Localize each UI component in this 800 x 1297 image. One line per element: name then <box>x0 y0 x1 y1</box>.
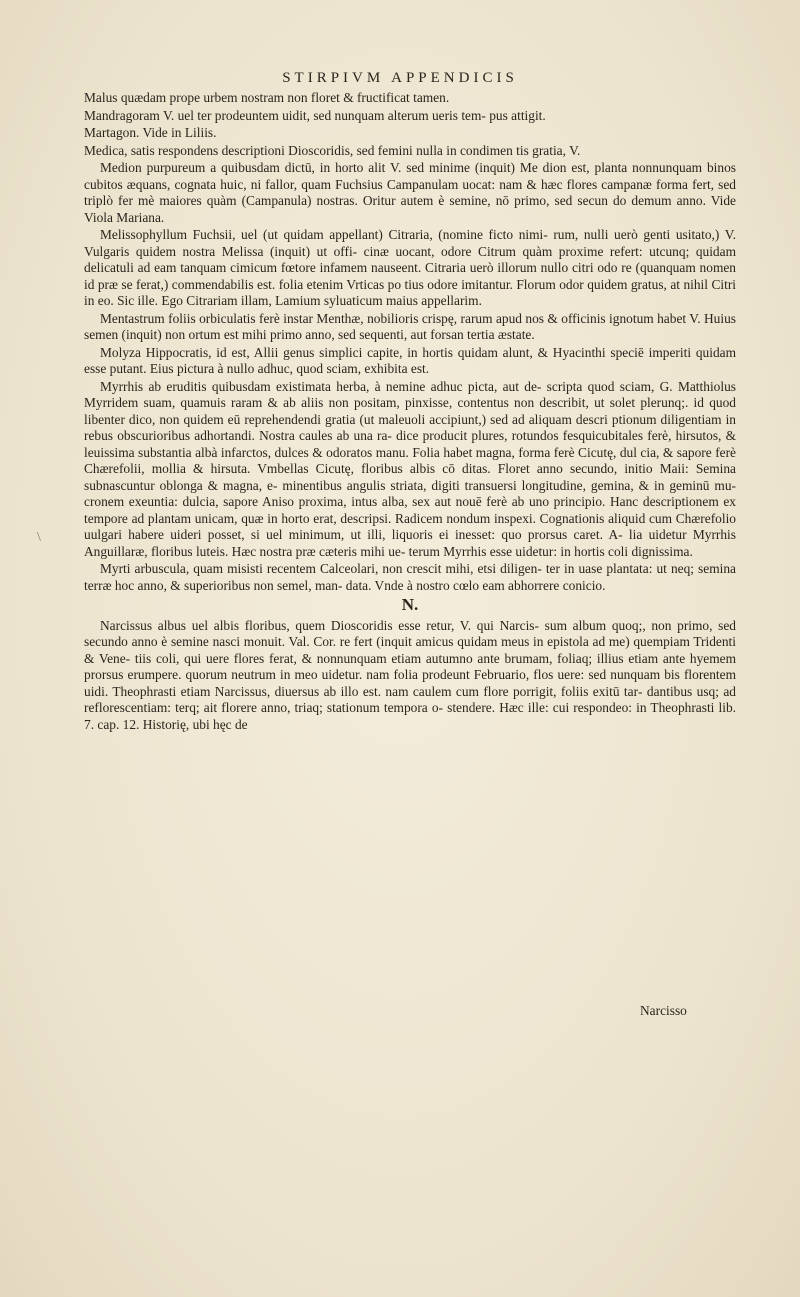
entry-myrrhis: Myrrhis ab eruditis quibusdam existimata herba, à nemine adhuc picta, aut de‑ scripta quod sciam, G. Matthiolus Myrridem suam, quamuis raram & ab aliis non positam, pinxisse, contentus non describit, ut solet plerunq;. id quod libenter dico, non quidem eū reprehendendi gratia (ut maleuoli accipiunt,) sed ad aliquam descri ptionum diligentiam in rebus obscurioribus adhortandi. Nostra caules ab una ra‑ dice producit plures, rotundos fesquicubitales ferè, hirsutos, & leuissima substantia albà infarctos, dulces & odoratos manu. Folia habet magna, forma ferè Cicutę, dul cia, & sapore ferè Chærefolii, mollia & hirsuta. Vmbellas Cicutę, floribus albis cō ditas. Floret anno secundo, initio Maii: Semina subnascuntur oblonga & magna, e‑ minentibus angulis striata, digiti transuersi longitudine, gemina, & in geminū mu‑ cronem exeuntia: dulcia, sapore Aniso proxima, intus alba, sex aut nouē ferè ab uno principio. Hanc descriptionem ex tempore ad plantam unicam, quæ in horto erat, descripsi. Radicem nondum inspexi. Cognationis aliquid cum Chærefolio uulgari habere uideri posset, si uel minimum, ut illi, liquoris ei inesset: quo prorsus caret. A‑ lia uidetur Myrrhis Anguillaræ, floribus luteis. Hæc nostra præ cæteris mihi ue‑ terum Myrrhis esse uidetur: in hortis coli dignissima. <box>84 378 736 559</box>
section-letter-n: N. <box>401 595 419 614</box>
running-head: STIRPIVM APPENDICIS <box>282 70 518 86</box>
entry-molyza: Molyza Hippocratis, id est, Allii genus simplici capite, in hortis quidam alunt, & Hyacinthi speciē imperiti quidam esse putant. Eius pictura à nullo adhuc, quod sciam, exhibita est. <box>84 344 736 376</box>
entry-malus: Malus quædam prope urbem nostram non floret & fructificat tamen. <box>84 90 450 105</box>
entry-medica: Medica, satis respondens descriptioni Dioscoridis, sed femini nulla in condimen tis gratia, V. <box>84 142 581 158</box>
entry-martagon: Martagon. Vide in Liliis. <box>84 125 217 140</box>
catchword: Narcisso <box>640 1003 687 1018</box>
entry-myrti: Myrti arbuscula, quam misisti recentem Calceolari, non crescit mihi, etsi diligen‑ ter in uase plantata: ut neq; semina terræ hoc anno, & superioribus non semel, man‑ data. Vnde à nostro cœlo eam abhorrere conicio. <box>84 561 736 593</box>
entry-mentastrum: Mentastrum foliis orbiculatis ferè instar Menthæ, nobilioris crispę, rarum apud nos & officinis ignotum habet V. Huius semen (inquit) non ortum est mihi primo anno, sed sequenti, aut forsan tertia æstate. <box>84 310 736 342</box>
text-block <box>84 90 736 734</box>
entry-narcissus: Narcissus albus uel albis floribus, quem Dioscoridis esse retur, V. qui Narcis‑ sum album quoq;, non primo, sed secundo anno è semine nasci monuit. Val. Cor. re fert (inquit amicus quidam meus in epistola ad me) quempiam Tridenti & Vene‑ tiis coli, qui uere flores ferat, & nonnunquam etiam autumno ante brumam, foliaq; illius etiam ante hyemem prorsus erumpere. quorum neutrum in meo uidetur. nam folia prodeunt Februario, flos uere: sed nunquam bis florentem uidi. Theophrasti etiam Narcissus, diuersus ab illo est. nam caulem cum flore porrigit, foliis exitū tar‑ dantibus usq; ad reflorescentiam: terq; ait florere anno, triaq; stationum tempora o‑ stendere. Hæc ille: cui respondeo: in Theophrasti lib. 7. cap. 12. Historię, ubi hęc de <box>84 617 736 732</box>
entry-medion: Medion purpureum a quibusdam dictū, in horto alit V. sed minime (inquit) Me dion est, planta nonnunquam binos cubitos æquans, cognata huic, ni fallor, quam Fuchsius Campanulam uocat: nam & hæc flores campanæ forma fert, sed triplò fer mè maiores quàm (Campanula) nostras. Oritur autem è semine, nō primo, sed secun do demum anno. Vide Viola Mariana. <box>84 160 736 225</box>
margin-mark: \ <box>37 530 41 545</box>
entry-mandragora: Mandragoram V. uel ter prodeuntem uidit, sed nunquam alterum ueris tem‑ pus attigit. <box>84 107 546 123</box>
entry-melissophyllum: Melissophyllum Fuchsii, uel (ut quidam appellant) Citraria, (nomine ficto nimi‑ rum, nulli uerò genti usitato,) V. Vulgaris quidem nostra Melissa (inquit) ut offi‑ cinæ uocant, odore Citrum quàm proxime refert: utcunq; quidam delicatuli ad eam tanquam cimicum fœtore infamem nauseent. Citraria uerò illorum nullo citri odo re (quanquam nomen id præ se ferat,) commendabilis est. folia etenim Vrticas po tius odore imitantur. Florum odor quidem gratus, at nihil Citri in eo. Sic ille. Ego Citrariam illam, Lamium syluaticum maius appellarim. <box>84 227 736 308</box>
